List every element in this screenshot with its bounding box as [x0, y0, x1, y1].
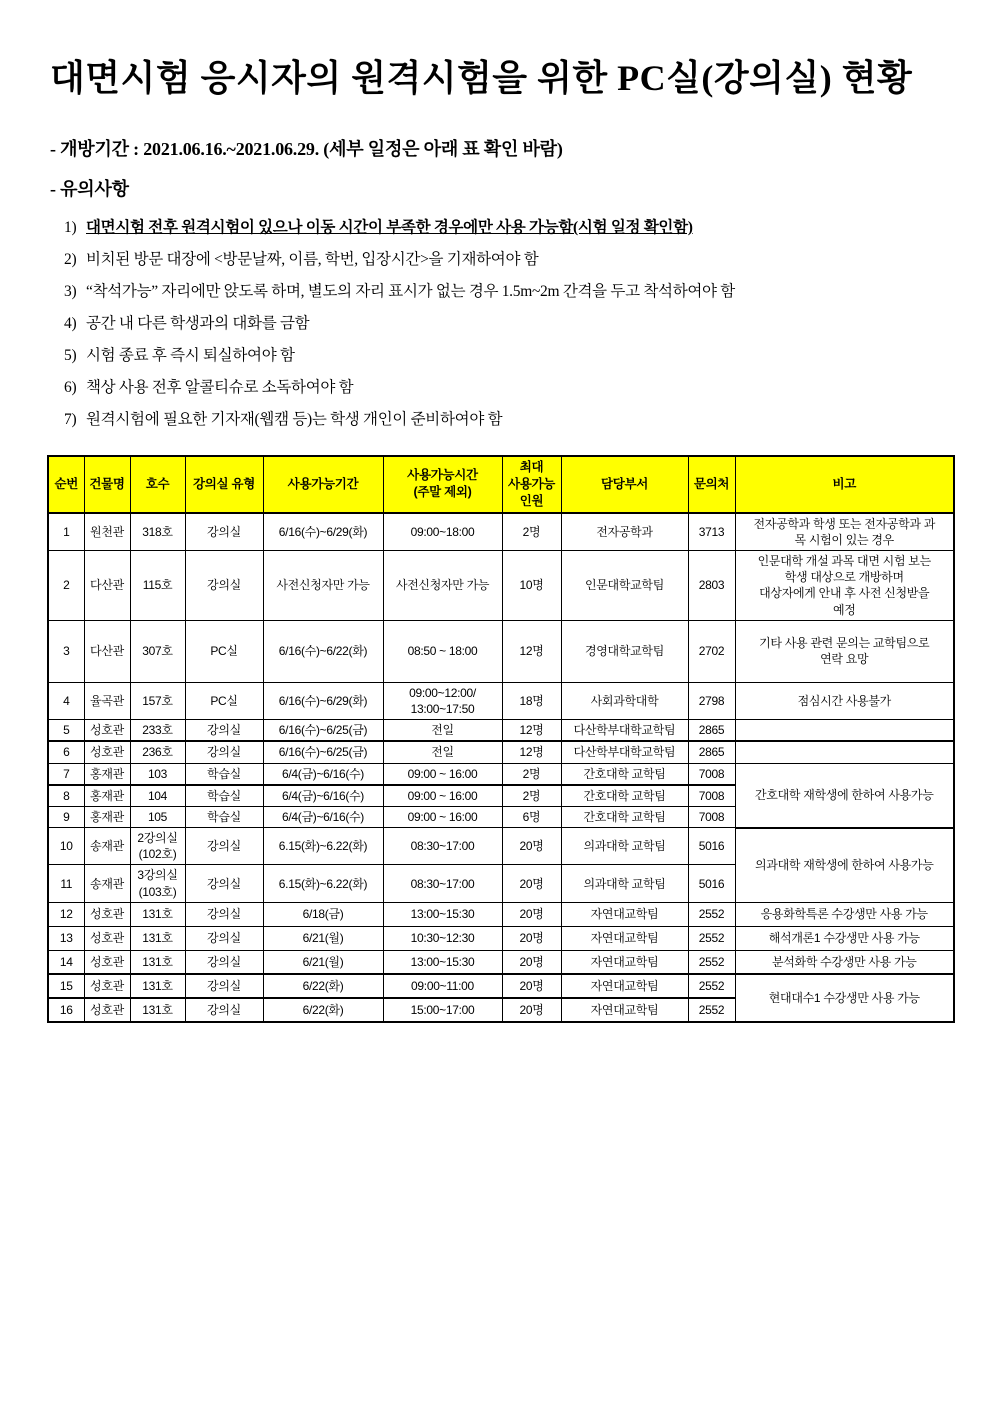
table-cell: 학습실	[185, 763, 263, 785]
note-text: 비치된 방문 대장에 <방문날짜, 이름, 학번, 입장시간>을 기재하여야 함	[86, 251, 539, 268]
column-header: 담당부서	[561, 456, 688, 513]
table-cell: 자연대교학팀	[561, 974, 688, 998]
table-cell: 2명	[502, 763, 561, 785]
table-cell: 강의실	[185, 828, 263, 865]
table-cell: 5016	[688, 828, 735, 865]
table-cell: 기타 사용 관련 문의는 교학팀으로 연락 요망	[735, 620, 954, 682]
table-cell: 08:50 ~ 18:00	[383, 620, 502, 682]
table-cell: 09:00~18:00	[383, 513, 502, 551]
table-cell: 2552	[688, 926, 735, 950]
table-cell: 115호	[130, 551, 185, 621]
table-cell: 08:30~17:00	[383, 865, 502, 902]
table-cell: PC실	[185, 620, 263, 682]
table-cell: 6/22(화)	[263, 998, 383, 1022]
table-cell: 강의실	[185, 741, 263, 763]
table-cell: 18명	[502, 682, 561, 719]
table-cell: 강의실	[185, 974, 263, 998]
table-cell: 16	[48, 998, 84, 1022]
table-cell: 20명	[502, 865, 561, 902]
table-cell	[735, 741, 954, 763]
table-cell: 강의실	[185, 926, 263, 950]
rooms-table	[47, 455, 955, 1023]
table-cell: 13:00~15:30	[383, 902, 502, 926]
note-number: 6)	[64, 379, 77, 396]
table-cell: 의과대학 교학팀	[561, 865, 688, 902]
table-cell: 131호	[130, 950, 185, 974]
table-cell: 20명	[502, 902, 561, 926]
table-cell: 성호관	[84, 998, 130, 1022]
table-cell: 09:00~11:00	[383, 974, 502, 998]
table-cell: 2865	[688, 720, 735, 742]
table-cell: 사회과학대학	[561, 682, 688, 719]
table-cell: 20명	[502, 998, 561, 1022]
table-cell: 응용화학특론 수강생만 사용 가능	[735, 902, 954, 926]
table-cell: 7	[48, 763, 84, 785]
note-number: 3)	[64, 283, 77, 300]
note-text: 공간 내 다른 학생과의 대화를 금함	[86, 315, 310, 332]
table-cell: 원천관	[84, 513, 130, 551]
table-cell: 12	[48, 902, 84, 926]
table-cell: PC실	[185, 682, 263, 719]
column-header: 사용가능시간 (주말 제외)	[383, 456, 502, 513]
table-cell: 홍재관	[84, 806, 130, 827]
table-cell: 성호관	[84, 974, 130, 998]
table-cell: 간호대학 교학팀	[561, 806, 688, 827]
table-cell: 104	[130, 785, 185, 807]
table-cell: 08:30~17:00	[383, 828, 502, 865]
table-cell: 7008	[688, 785, 735, 807]
table-cell: 2552	[688, 974, 735, 998]
table-cell: 의과대학 교학팀	[561, 828, 688, 865]
table-cell: 경영대학교학팀	[561, 620, 688, 682]
table-cell: 2552	[688, 950, 735, 974]
table-cell: 강의실	[185, 551, 263, 621]
note-text: 시험 종료 후 즉시 퇴실하여야 함	[86, 347, 295, 364]
table-cell: 12명	[502, 620, 561, 682]
note-number: 2)	[64, 251, 77, 268]
column-header: 호수	[130, 456, 185, 513]
table-cell: 강의실	[185, 902, 263, 926]
table-cell: 자연대교학팀	[561, 998, 688, 1022]
table-cell: 성호관	[84, 926, 130, 950]
table-cell: 2명	[502, 785, 561, 807]
table-cell: 송재관	[84, 828, 130, 865]
table-cell: 7008	[688, 806, 735, 827]
table-cell: 6/21(월)	[263, 950, 383, 974]
notes-list	[64, 215, 958, 429]
note-number: 5)	[64, 347, 77, 364]
table-cell: 09:00 ~ 16:00	[383, 806, 502, 827]
table-cell: 성호관	[84, 902, 130, 926]
note-item	[64, 311, 958, 333]
column-header: 문의처	[688, 456, 735, 513]
table-cell: 6.15(화)~6.22(화)	[263, 865, 383, 902]
table-cell: 해석개론1 수강생만 사용 가능	[735, 926, 954, 950]
note-text: 원격시험에 필요한 기자재(웹캠 등)는 학생 개인이 준비하여야 함	[86, 411, 503, 428]
table-cell: 20명	[502, 950, 561, 974]
table-cell: 3	[48, 620, 84, 682]
table-cell: 인문대학교학팀	[561, 551, 688, 621]
table-cell: 강의실	[185, 998, 263, 1022]
table-cell: 강의실	[185, 865, 263, 902]
table-cell: 6.15(화)~6.22(화)	[263, 828, 383, 865]
table-row	[48, 926, 954, 950]
table-cell: 다산관	[84, 620, 130, 682]
table-cell: 사전신청자만 가능	[383, 551, 502, 621]
table-cell: 131호	[130, 974, 185, 998]
table-cell: 10:30~12:30	[383, 926, 502, 950]
table-cell: 성호관	[84, 950, 130, 974]
table-cell: 20명	[502, 974, 561, 998]
column-header: 건물명	[84, 456, 130, 513]
table-cell: 2	[48, 551, 84, 621]
table-cell: 점심시간 사용불가	[735, 682, 954, 719]
table-cell: 자연대교학팀	[561, 926, 688, 950]
table-cell: 6/4(금)~6/16(수)	[263, 763, 383, 785]
table-cell: 3강의실 (103호)	[130, 865, 185, 902]
table-cell: 2552	[688, 902, 735, 926]
table-cell: 전자공학과	[561, 513, 688, 551]
table-cell: 131호	[130, 998, 185, 1022]
table-cell: 홍재관	[84, 785, 130, 807]
table-cell: 13:00~15:30	[383, 950, 502, 974]
table-cell: 학습실	[185, 785, 263, 807]
table-cell: 6	[48, 741, 84, 763]
table-cell: 송재관	[84, 865, 130, 902]
table-row	[48, 828, 954, 865]
table-cell: 인문대학 개설 과목 대면 시험 보는 학생 대상으로 개방하며 대상자에게 안내 후 사전 신청받을 예정	[735, 551, 954, 621]
table-cell: 6/22(화)	[263, 974, 383, 998]
table-cell: 10	[48, 828, 84, 865]
column-header: 강의실 유형	[185, 456, 263, 513]
table-cell: 15	[48, 974, 84, 998]
table-cell: 2552	[688, 998, 735, 1022]
table-cell: 간호대학 재학생에 한하여 사용가능	[735, 763, 954, 828]
table-cell: 6/4(금)~6/16(수)	[263, 806, 383, 827]
table-cell: 20명	[502, 926, 561, 950]
table-cell: 5016	[688, 865, 735, 902]
table-cell: 11	[48, 865, 84, 902]
table-row	[48, 902, 954, 926]
table-cell: 307호	[130, 620, 185, 682]
table-cell: 학습실	[185, 806, 263, 827]
table-row	[48, 974, 954, 998]
table-cell: 사전신청자만 가능	[263, 551, 383, 621]
column-header: 비고	[735, 456, 954, 513]
table-row	[48, 620, 954, 682]
table-cell: 2798	[688, 682, 735, 719]
table-header	[48, 456, 954, 513]
table-row	[48, 950, 954, 974]
table-cell: 233호	[130, 720, 185, 742]
table-cell: 자연대교학팀	[561, 902, 688, 926]
open-period-line: - 개방기간 : 2021.06.16.~2021.06.29. (세부 일정은 아래 표 확인 바람)	[50, 139, 563, 159]
table-cell: 09:00 ~ 16:00	[383, 763, 502, 785]
table-cell: 2명	[502, 513, 561, 551]
table-cell: 13	[48, 926, 84, 950]
table-cell: 2702	[688, 620, 735, 682]
table-cell: 6/16(수)~6/25(금)	[263, 741, 383, 763]
table-cell: 홍재관	[84, 763, 130, 785]
table-cell: 131호	[130, 926, 185, 950]
table-cell: 전자공학과 학생 또는 전자공학과 과 목 시험이 있는 경우	[735, 513, 954, 551]
column-header: 순번	[48, 456, 84, 513]
table-cell: 1	[48, 513, 84, 551]
table-cell: 15:00~17:00	[383, 998, 502, 1022]
table-cell: 318호	[130, 513, 185, 551]
table-cell: 다산관	[84, 551, 130, 621]
table-cell: 09:00 ~ 16:00	[383, 785, 502, 807]
table-cell: 자연대교학팀	[561, 950, 688, 974]
table-row	[48, 741, 954, 763]
table-cell: 09:00~12:00/ 13:00~17:50	[383, 682, 502, 719]
table-cell: 12명	[502, 741, 561, 763]
note-number: 4)	[64, 315, 77, 332]
table-cell: 간호대학 교학팀	[561, 785, 688, 807]
note-text: “착석가능” 자리에만 앉도록 하며, 별도의 자리 표시가 없는 경우 1.5m~2m 간격을 두고 착석하여야 함	[86, 283, 735, 300]
table-cell: 전일	[383, 720, 502, 742]
table-cell	[735, 720, 954, 742]
table-cell: 6/16(수)~6/29(화)	[263, 682, 383, 719]
note-item	[64, 247, 958, 269]
table-cell: 20명	[502, 828, 561, 865]
table-cell: 5	[48, 720, 84, 742]
table-cell: 의과대학 재학생에 한하여 사용가능	[735, 828, 954, 903]
table-row	[48, 682, 954, 719]
table-cell: 6/16(수)~6/25(금)	[263, 720, 383, 742]
table-body	[48, 513, 954, 1023]
table-header-row	[48, 456, 954, 513]
table-cell: 131호	[130, 902, 185, 926]
table-cell: 6/18(금)	[263, 902, 383, 926]
table-cell: 분석화학 수강생만 사용 가능	[735, 950, 954, 974]
table-cell: 강의실	[185, 720, 263, 742]
table-cell: 성호관	[84, 741, 130, 763]
table-cell: 성호관	[84, 720, 130, 742]
table-cell: 다산학부대학교학팀	[561, 720, 688, 742]
table-cell: 2803	[688, 551, 735, 621]
table-cell: 7008	[688, 763, 735, 785]
table-cell: 236호	[130, 741, 185, 763]
table-cell: 9	[48, 806, 84, 827]
table-row	[48, 720, 954, 742]
table-cell: 14	[48, 950, 84, 974]
table-cell: 2865	[688, 741, 735, 763]
page-title: 대면시험 응시자의 원격시험을 위한 PC실(강의실) 현황	[50, 58, 913, 98]
column-header: 최대 사용가능 인원	[502, 456, 561, 513]
table-row	[48, 551, 954, 621]
table-cell: 8	[48, 785, 84, 807]
table-cell: 4	[48, 682, 84, 719]
table-cell: 103	[130, 763, 185, 785]
table-cell: 6/16(수)~6/29(화)	[263, 513, 383, 551]
note-text: 대면시험 전후 원격시험이 있으나 이동 시간이 부족한 경우에만 사용 가능함(시험 일정 확인함)	[86, 219, 693, 236]
table-cell: 12명	[502, 720, 561, 742]
note-item	[64, 375, 958, 397]
note-text: 책상 사용 전후 알콜티슈로 소독하여야 함	[86, 379, 354, 396]
table-cell: 157호	[130, 682, 185, 719]
table-cell: 3713	[688, 513, 735, 551]
note-number: 1)	[64, 219, 77, 236]
table-cell: 2강의실 (102호)	[130, 828, 185, 865]
table-cell: 강의실	[185, 513, 263, 551]
note-item	[64, 343, 958, 365]
table-cell: 율곡관	[84, 682, 130, 719]
column-header: 사용가능기간	[263, 456, 383, 513]
note-item	[64, 407, 958, 429]
table-cell: 다산학부대학교학팀	[561, 741, 688, 763]
notes-heading: - 유의사항	[50, 179, 129, 199]
table-cell: 현대대수1 수강생만 사용 가능	[735, 974, 954, 1022]
table-row	[48, 763, 954, 785]
table-cell: 105	[130, 806, 185, 827]
table-cell: 10명	[502, 551, 561, 621]
table-cell: 전일	[383, 741, 502, 763]
table-cell: 6/4(금)~6/16(수)	[263, 785, 383, 807]
table-cell: 간호대학 교학팀	[561, 763, 688, 785]
note-item	[64, 279, 958, 301]
table-cell: 6/21(월)	[263, 926, 383, 950]
note-item	[64, 215, 958, 237]
note-number: 7)	[64, 411, 77, 428]
table-row	[48, 513, 954, 551]
table-cell: 강의실	[185, 950, 263, 974]
table-cell: 6명	[502, 806, 561, 827]
table-cell: 6/16(수)~6/22(화)	[263, 620, 383, 682]
